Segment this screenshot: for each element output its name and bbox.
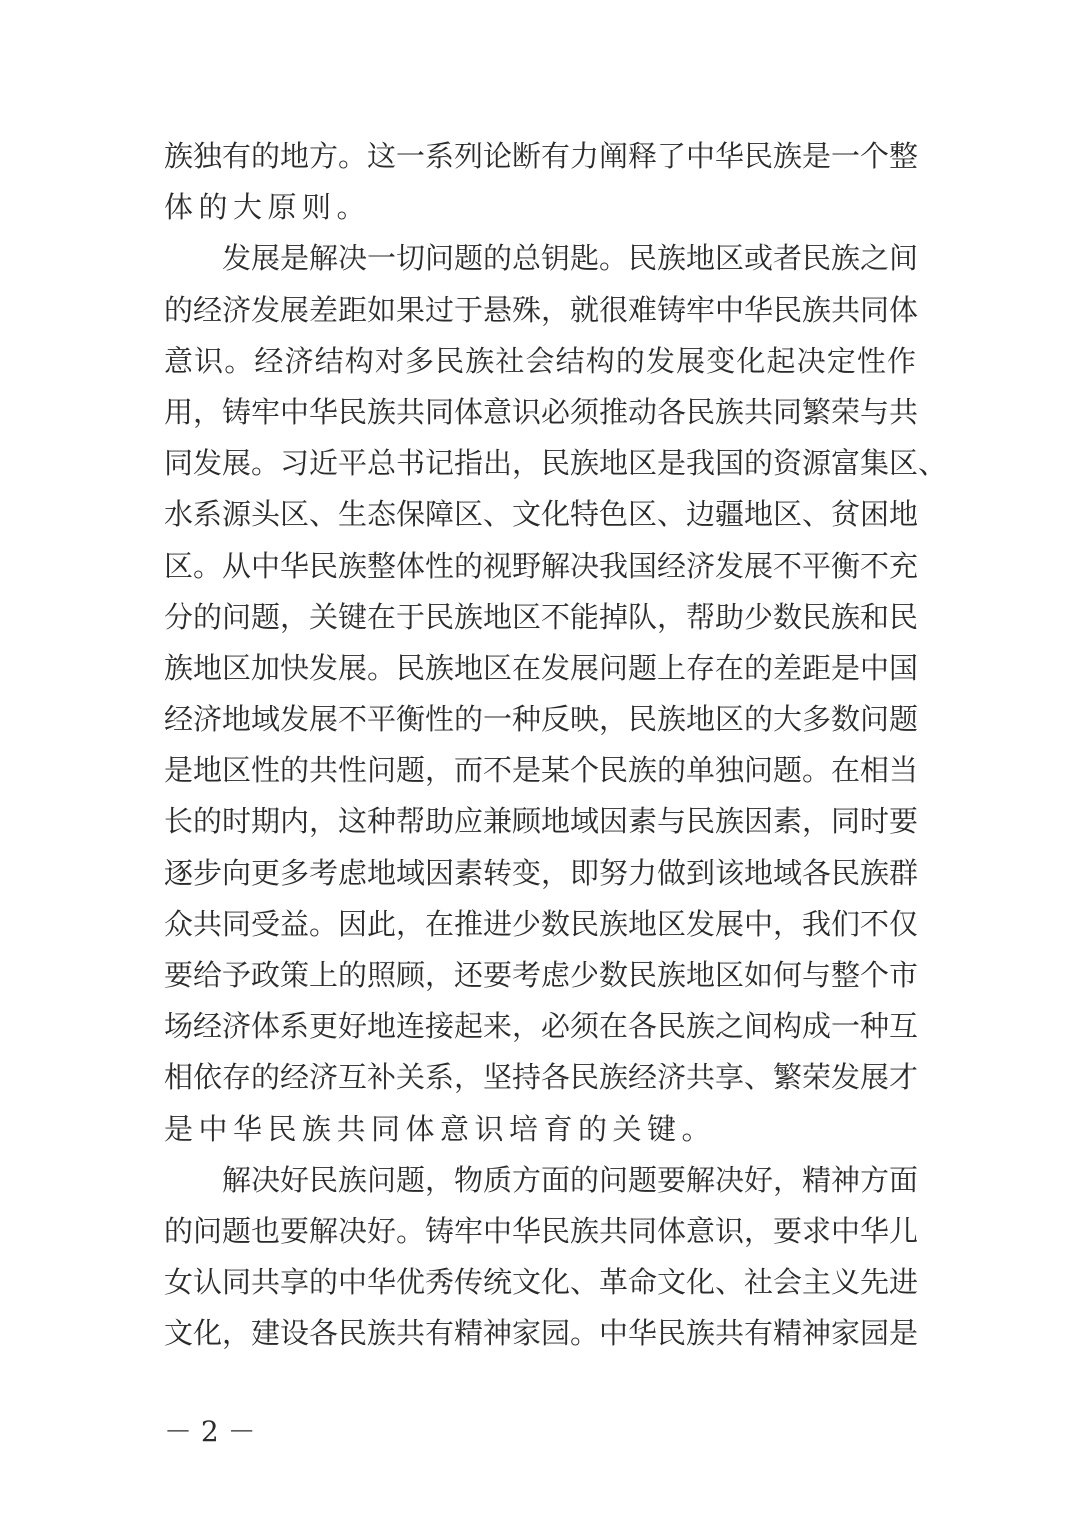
paragraph-2 <box>164 233 948 1154</box>
text-line: 水系源头区、生态保障区、文化特色区、边疆地区、贫困地 <box>164 497 919 532</box>
paragraph-1 <box>164 131 919 233</box>
text-line: 族独有的地方。这一系列论断有力阐释了中华民族是一个整 <box>164 139 919 173</box>
text-line: 同发展。习近平总书记指出，民族地区是我国的资源富集区、 <box>164 446 948 481</box>
paragraph-3 <box>164 1155 919 1360</box>
text-line: 是地区性的共性问题，而不是某个民族的单独问题。在相当 <box>164 753 919 788</box>
text-line: 区。从中华民族整体性的视野解决我国经济发展不平衡不充 <box>164 548 919 583</box>
text-line: 解决好民族问题，物质方面的问题要解决好，精神方面 <box>222 1162 919 1197</box>
text-line: 的问题也要解决好。铸牢中华民族共同体意识，要求中华儿 <box>164 1213 919 1248</box>
text-line: 要给予政策上的照顾，还要考虑少数民族地区如何与整个市 <box>164 958 919 992</box>
text-line: 众共同受益。因此，在推进少数民族地区发展中，我们不仅 <box>164 906 919 941</box>
text-line: 族地区加快发展。民族地区在发展问题上存在的差距是中国 <box>164 650 919 685</box>
text-line: 逐步向更多考虑地域因素转变，即努力做到该地域各民族群 <box>164 855 919 890</box>
page-number: － 2 － <box>164 1415 256 1448</box>
text-line: 是中华民族共同体意识培育的关键。 <box>164 1111 717 1146</box>
text-line: 相依存的经济互补关系，坚持各民族经济共享、繁荣发展才 <box>164 1060 919 1095</box>
text-line: 发展是解决一切问题的总钥匙。民族地区或者民族之间 <box>222 241 919 276</box>
text-line: 用，铸牢中华民族共同体意识必须推动各民族共同繁荣与共 <box>164 394 919 429</box>
text-line: 分的问题，关键在于民族地区不能掉队，帮助少数民族和民 <box>164 599 919 634</box>
text-line: 女认同共享的中华优秀传统文化、革命文化、社会主义先进 <box>164 1265 919 1300</box>
text-line: 体的大原则。 <box>164 190 372 225</box>
text-line: 的经济发展差距如果过于悬殊，就很难铸牢中华民族共同体 <box>164 292 919 327</box>
text-line: 场经济体系更好地连接起来，必须在各民族之间构成一种互 <box>164 1009 919 1044</box>
text-line: 意识。经济结构对多民族社会结构的发展变化起决定性作 <box>164 343 916 378</box>
text-line: 经济地域发展不平衡性的一种反映，民族地区的大多数问题 <box>164 702 919 737</box>
text-line: 长的时期内，这种帮助应兼顾地域因素与民族因素，同时要 <box>164 804 919 839</box>
text-line: 文化，建设各民族共有精神家园。中华民族共有精神家园是 <box>164 1316 919 1351</box>
body-text <box>164 131 948 1360</box>
